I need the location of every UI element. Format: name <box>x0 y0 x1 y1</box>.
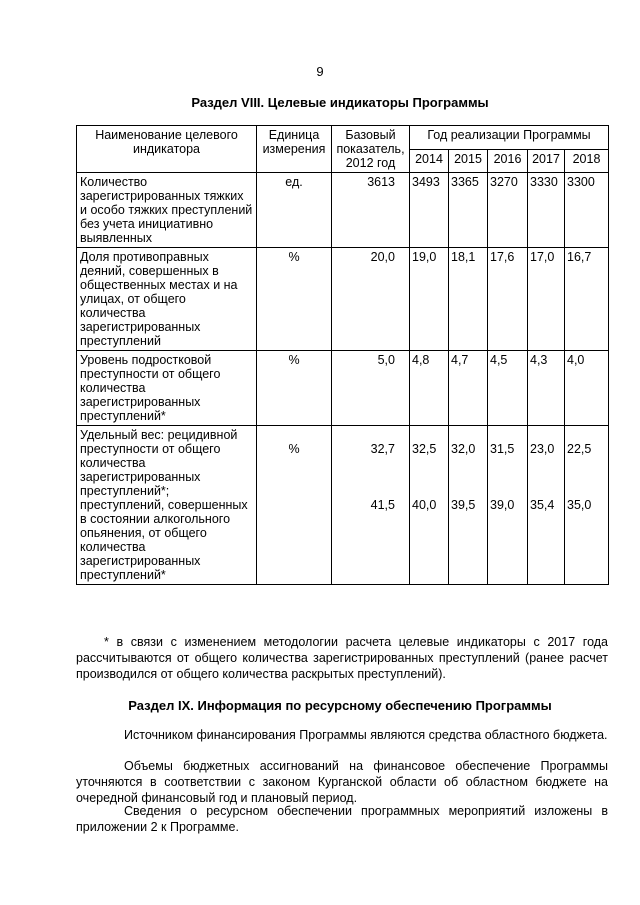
indicator-value: 19,0 <box>410 248 449 351</box>
indicator-value: 3493 <box>410 173 449 248</box>
header-base: Базовый показатель, 2012 год <box>332 126 410 173</box>
value-1: 22,5 <box>567 442 592 456</box>
indicator-base: 5,0 <box>332 351 410 426</box>
indicator-value <box>449 426 488 585</box>
indicator-base <box>332 426 410 585</box>
indicator-value: 4,0 <box>565 351 609 426</box>
indicator-value <box>488 426 528 585</box>
header-name: Наименование целевого индикатора <box>77 126 257 173</box>
indicator-name: Уровень подростковой преступности от общего количества зарегистрированных преступлений* <box>77 351 257 426</box>
indicator-value: 4,7 <box>449 351 488 426</box>
indicator-value: 17,6 <box>488 248 528 351</box>
value-2: 35,0 <box>567 498 592 512</box>
table-row <box>77 248 609 351</box>
indicator-value: 3365 <box>449 173 488 248</box>
indicator-base: 20,0 <box>332 248 410 351</box>
value-2: 39,5 <box>451 498 476 512</box>
value-2: 40,0 <box>412 498 437 512</box>
indicator-unit: % <box>257 351 332 426</box>
table-header-row <box>77 126 609 150</box>
value-1: 23,0 <box>530 442 555 456</box>
value-1: 31,5 <box>490 442 515 456</box>
header-year: 2016 <box>488 149 528 173</box>
indicator-base: 3613 <box>332 173 410 248</box>
indicator-name <box>77 426 257 585</box>
indicator-base-1: 32,7 <box>370 442 395 456</box>
table-footnote: * в связи с изменением методологии расчета целевые индикаторы с 2017 года рассчитываются от общего количества зарегистрированных преступлений (ранее расчет производился от общего количества раскрытых преступлений). <box>76 635 608 681</box>
indicator-value: 4,3 <box>528 351 565 426</box>
header-year: 2015 <box>449 149 488 173</box>
value-1: 32,5 <box>412 442 437 456</box>
indicator-value: 18,1 <box>449 248 488 351</box>
indicator-name-part2: преступлений, совершенных в состоянии алкогольного опьянения, от общего количества зарегистрированных преступлений* <box>80 498 248 582</box>
indicator-name-part1: Удельный вес: рецидивной преступности от общего количества зарегистрированных преступлений*; <box>80 428 238 498</box>
table-row <box>77 173 609 248</box>
target-indicators-table <box>76 125 609 585</box>
indicator-value: 3300 <box>565 173 609 248</box>
indicator-name: Количество зарегистрированных тяжких и особо тяжких преступлений без учета инициативно выявленных <box>77 173 257 248</box>
indicator-unit: ед. <box>257 173 332 248</box>
header-year: 2017 <box>528 149 565 173</box>
paragraph: Объемы бюджетных ассигнований на финансовое обеспечение Программы уточняются в соответствии с законом Курганской области об областном бюджете на очередной финансовый год и плановый период. <box>76 759 608 805</box>
header-year: 2018 <box>565 149 609 173</box>
header-year: 2014 <box>410 149 449 173</box>
indicator-name: Доля противоправных деяний, совершенных в общественных местах и на улицах, от общего количества зарегистрированных преступлений <box>77 248 257 351</box>
indicator-value: 3330 <box>528 173 565 248</box>
page-number: 9 <box>316 64 324 79</box>
indicator-value: 16,7 <box>565 248 609 351</box>
value-2: 35,4 <box>530 498 555 512</box>
indicator-value <box>410 426 449 585</box>
indicator-value: 4,8 <box>410 351 449 426</box>
value-2: 39,0 <box>490 498 515 512</box>
header-unit: Единица измерения <box>257 126 332 173</box>
header-years-group: Год реализации Программы <box>410 126 609 150</box>
indicator-unit: % <box>257 248 332 351</box>
indicator-unit <box>257 426 332 585</box>
section-8-title: Раздел VIII. Целевые индикаторы Программы <box>191 95 489 110</box>
indicator-base-2: 41,5 <box>370 498 395 512</box>
table-row <box>77 351 609 426</box>
paragraph: Сведения о ресурсном обеспечении программных мероприятий изложены в приложении 2 к Программе. <box>76 804 608 834</box>
indicator-value <box>528 426 565 585</box>
value-1: 32,0 <box>451 442 476 456</box>
table-row <box>77 426 609 585</box>
section-9-title: Раздел IX. Информация по ресурсному обеспечению Программы <box>128 698 552 713</box>
indicator-unit-text: % <box>288 442 300 456</box>
indicator-value: 3270 <box>488 173 528 248</box>
indicator-value: 4,5 <box>488 351 528 426</box>
paragraph: Источником финансирования Программы являются средства областного бюджета. <box>124 728 608 742</box>
indicator-value <box>565 426 609 585</box>
indicator-value: 17,0 <box>528 248 565 351</box>
